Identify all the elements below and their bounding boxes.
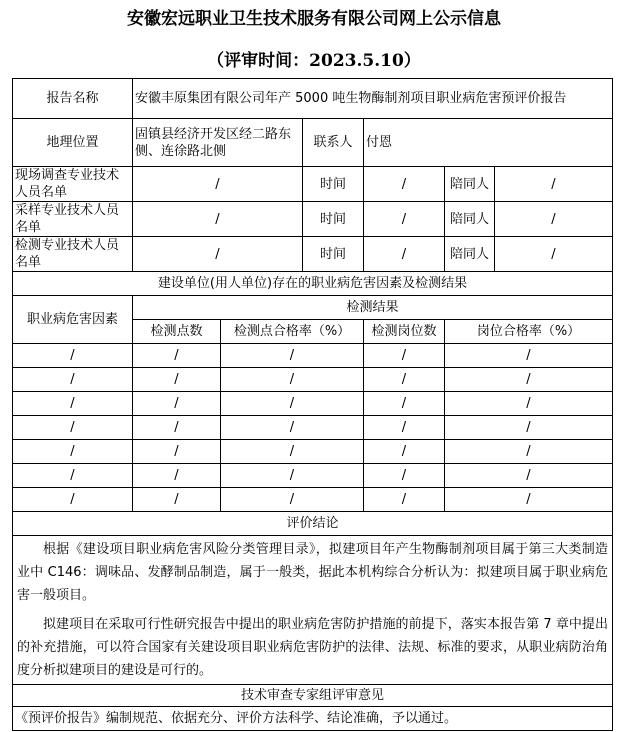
col-post-count: 检测岗位数 bbox=[364, 320, 445, 344]
point-pass-rate: / bbox=[221, 488, 364, 512]
location-value: 固镇县经济开发区经二路东侧、连徐路北侧 bbox=[133, 119, 303, 167]
review-title-row bbox=[13, 685, 613, 707]
report-name-row bbox=[13, 79, 613, 119]
point-pass-rate: / bbox=[221, 416, 364, 440]
post-count: / bbox=[364, 368, 445, 392]
review-date: （评审时间：2023.5.10） bbox=[207, 51, 421, 71]
conclusion-paragraph: 拟建项目在采取可行性研究报告中提出的职业病危害防护措施的前提下，落实本报告第 7 章中提出的补充措施，可以符合国家有关建设项目职业病危害防护的法律、法规、标准的要求，从职业病防治角度分析拟建项目的建设是可行的。 bbox=[17, 617, 608, 678]
point-pass-rate: / bbox=[221, 368, 364, 392]
companion-label: 陪同人 bbox=[445, 167, 495, 202]
post-count: / bbox=[364, 440, 445, 464]
hazard-row bbox=[13, 440, 613, 464]
personnel-label: 采样专业技术人员名单 bbox=[13, 202, 133, 237]
time-value: / bbox=[364, 237, 445, 272]
hazard-row bbox=[13, 344, 613, 368]
point-pass-rate: / bbox=[221, 440, 364, 464]
post-pass-rate: / bbox=[445, 392, 613, 416]
conclusion-title-row bbox=[13, 512, 613, 536]
hazard-row bbox=[13, 464, 613, 488]
post-count: / bbox=[364, 392, 445, 416]
conclusion-paragraph: 根据《建设项目职业病危害风险分类管理目录》，拟建项目年产生物酶制剂项目属于第三大类制造业中 C146：调味品、发酵制品制造，属于一般类，据此本机构综合分析认为：拟建项目属于职业病危害一般项目。 bbox=[17, 542, 608, 603]
companion-label: 陪同人 bbox=[445, 237, 495, 272]
conclusion-body-row bbox=[13, 536, 613, 685]
review-opinion: 《预评价报告》编制规范、依据充分、评价方法科学、结论准确，予以通过。 bbox=[13, 707, 613, 731]
personnel-label: 检测专业技术人员名单 bbox=[13, 237, 133, 272]
post-pass-rate: / bbox=[445, 488, 613, 512]
post-pass-rate: / bbox=[445, 368, 613, 392]
hazard-factor: / bbox=[13, 464, 133, 488]
hazard-header-row bbox=[13, 296, 613, 320]
personnel-names: / bbox=[133, 202, 303, 237]
time-value: / bbox=[364, 202, 445, 237]
results-header: 检测结果 bbox=[133, 296, 613, 320]
hazard-row bbox=[13, 416, 613, 440]
post-pass-rate: / bbox=[445, 416, 613, 440]
post-count: / bbox=[364, 416, 445, 440]
col-post-pass-rate: 岗位合格率（%） bbox=[445, 320, 613, 344]
companion-value: / bbox=[495, 237, 613, 272]
factor-header: 职业病危害因素 bbox=[13, 296, 133, 344]
point-pass-rate: / bbox=[221, 464, 364, 488]
hazard-factor: / bbox=[13, 392, 133, 416]
time-label: 时间 bbox=[303, 237, 364, 272]
post-count: / bbox=[364, 464, 445, 488]
col-point-pass-rate: 检测点合格率（%） bbox=[221, 320, 364, 344]
review-body-row bbox=[13, 707, 613, 731]
post-pass-rate: / bbox=[445, 464, 613, 488]
personnel-row bbox=[13, 167, 613, 202]
point-pass-rate: / bbox=[221, 392, 364, 416]
contact-value: 付恩 bbox=[364, 119, 613, 167]
personnel-label: 现场调查专业技术人员名单 bbox=[13, 167, 133, 202]
time-label: 时间 bbox=[303, 167, 364, 202]
hazard-factor: / bbox=[13, 416, 133, 440]
personnel-names: / bbox=[133, 167, 303, 202]
post-pass-rate: / bbox=[445, 344, 613, 368]
location-label: 地理位置 bbox=[13, 119, 133, 167]
report-name-value: 安徽丰原集团有限公司年产 5000 吨生物酶制剂项目职业病危害预评价报告 bbox=[133, 79, 613, 119]
hazard-row bbox=[13, 392, 613, 416]
companion-value: / bbox=[495, 167, 613, 202]
point-count: / bbox=[133, 344, 221, 368]
time-label: 时间 bbox=[303, 202, 364, 237]
post-count: / bbox=[364, 344, 445, 368]
hazard-row bbox=[13, 488, 613, 512]
companion-label: 陪同人 bbox=[445, 202, 495, 237]
location-row bbox=[13, 119, 613, 167]
hazard-factor: / bbox=[13, 368, 133, 392]
personnel-row bbox=[13, 202, 613, 237]
hazard-row bbox=[13, 368, 613, 392]
point-count: / bbox=[133, 440, 221, 464]
contact-label: 联系人 bbox=[303, 119, 364, 167]
point-count: / bbox=[133, 488, 221, 512]
time-value: / bbox=[364, 167, 445, 202]
personnel-names: / bbox=[133, 237, 303, 272]
page-title: 安徽宏远职业卫生技术服务有限公司网上公示信息 bbox=[127, 9, 501, 29]
hazard-section-title: 建设单位(用人单位)存在的职业病危害因素及检测结果 bbox=[13, 272, 613, 296]
conclusion-title: 评价结论 bbox=[13, 512, 613, 536]
post-count: / bbox=[364, 488, 445, 512]
hazard-factor: / bbox=[13, 488, 133, 512]
col-point-count: 检测点数 bbox=[133, 320, 221, 344]
point-count: / bbox=[133, 392, 221, 416]
point-pass-rate: / bbox=[221, 344, 364, 368]
point-count: / bbox=[133, 416, 221, 440]
hazard-section-row bbox=[13, 272, 613, 296]
point-count: / bbox=[133, 464, 221, 488]
point-count: / bbox=[133, 368, 221, 392]
hazard-factor: / bbox=[13, 344, 133, 368]
personnel-row bbox=[13, 237, 613, 272]
review-title: 技术审查专家组评审意见 bbox=[13, 685, 613, 707]
report-name-label: 报告名称 bbox=[13, 79, 133, 119]
companion-value: / bbox=[495, 202, 613, 237]
post-pass-rate: / bbox=[445, 440, 613, 464]
disclosure-table bbox=[12, 78, 613, 731]
hazard-factor: / bbox=[13, 440, 133, 464]
